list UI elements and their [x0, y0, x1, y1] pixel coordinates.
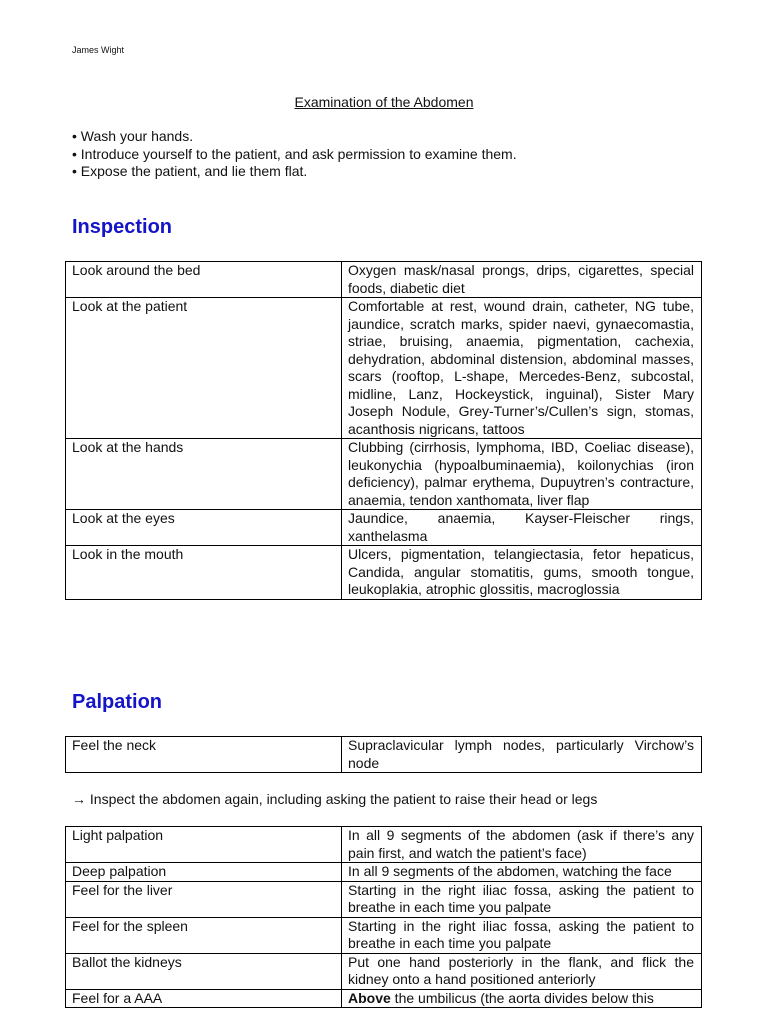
table-row [66, 737, 702, 773]
table-row [66, 298, 702, 439]
row-description: Clubbing (cirrhosis, lymphoma, IBD, Coeliac disease), leukonychia (hypoalbuminaemia), koilonychias (iron deficiency), palmar erythema, Dupuytren’s contracture, anaemia, tendon xanthomata, liver flap [342, 439, 702, 510]
row-description: Supraclavicular lymph nodes, particularly Virchow’s node [342, 737, 702, 773]
row-description: Ulcers, pigmentation, telangiectasia, fetor hepaticus, Candida, angular stomatitis, gums, smooth tongue, leukoplakia, atrophic glossitis, macroglossia [342, 546, 702, 600]
row-label: Look at the patient [66, 298, 342, 439]
palpation-heading: Palpation [72, 691, 163, 713]
row-label: Ballot the kidneys [66, 953, 342, 989]
row-description: Put one hand posteriorly in the flank, and flick the kidney onto a hand positioned anteriorly [342, 953, 702, 989]
row-label: Feel for a AAA [66, 989, 342, 1008]
row-label: Light palpation [66, 827, 342, 863]
table-row [66, 827, 702, 863]
row-description [342, 989, 702, 1008]
row-label: Look at the hands [66, 439, 342, 510]
row-description-rest: the umbilicus (the aorta divides below this [390, 989, 654, 1006]
table-row [66, 989, 702, 1008]
table-row [66, 917, 702, 953]
row-label: Look around the bed [66, 262, 342, 298]
table-row [66, 262, 702, 298]
palpation-table [65, 826, 702, 1008]
intro-bullet: • Wash your hands. [72, 128, 194, 144]
table-row [66, 510, 702, 546]
row-description: Starting in the right iliac fossa, asking the patient to breathe in each time you palpate [342, 917, 702, 953]
row-description: Oxygen mask/nasal prongs, drips, cigarettes, special foods, diabetic diet [342, 262, 702, 298]
table-row [66, 881, 702, 917]
table-row [66, 863, 702, 882]
row-label: Feel for the liver [66, 881, 342, 917]
intro-bullet: • Expose the patient, and lie them flat. [72, 163, 308, 179]
intro-bullet-list [72, 128, 517, 181]
row-description: In all 9 segments of the abdomen, watching the face [342, 863, 702, 882]
row-label: Feel the neck [66, 737, 342, 773]
table-row [66, 546, 702, 600]
inspect-again-note: → Inspect the abdomen again, including asking the patient to raise their head or legs [72, 791, 598, 807]
emphasis-text: Above [348, 989, 391, 1006]
neck-table [65, 736, 702, 773]
row-label: Look at the eyes [66, 510, 342, 546]
document-title: Examination of the Abdomen [294, 94, 474, 110]
inspection-table [65, 261, 702, 600]
row-label: Feel for the spleen [66, 917, 342, 953]
intro-bullet: • Introduce yourself to the patient, and ask permission to examine them. [72, 145, 517, 162]
table-row [66, 953, 702, 989]
row-description: In all 9 segments of the abdomen (ask if there’s any pain first, and watch the patient’s face) [342, 827, 702, 863]
row-description: Jaundice, anaemia, Kayser-Fleischer rings, xanthelasma [342, 510, 702, 546]
inspection-heading: Inspection [72, 216, 173, 238]
row-label: Deep palpation [66, 863, 342, 882]
row-description: Starting in the right iliac fossa, asking the patient to breathe in each time you palpate [342, 881, 702, 917]
row-description: Comfortable at rest, wound drain, catheter, NG tube, jaundice, scratch marks, spider naevi, gynaecomastia, striae, bruising, anaemia, pigmentation, cachexia, dehydration, abdominal distension, abdominal masses, scars (rooftop, L-shape, Mercedes-Benz, subcostal, midline, Lanz, Hockeystick, inguinal), Sister Mary Joseph Nodule, Grey-Turner’s/Cullen’s sign, stomas, acanthosis nigricans, tattoos [342, 298, 702, 439]
author-name: James Wight [72, 45, 125, 55]
table-row [66, 439, 702, 510]
row-label: Look in the mouth [66, 546, 342, 600]
